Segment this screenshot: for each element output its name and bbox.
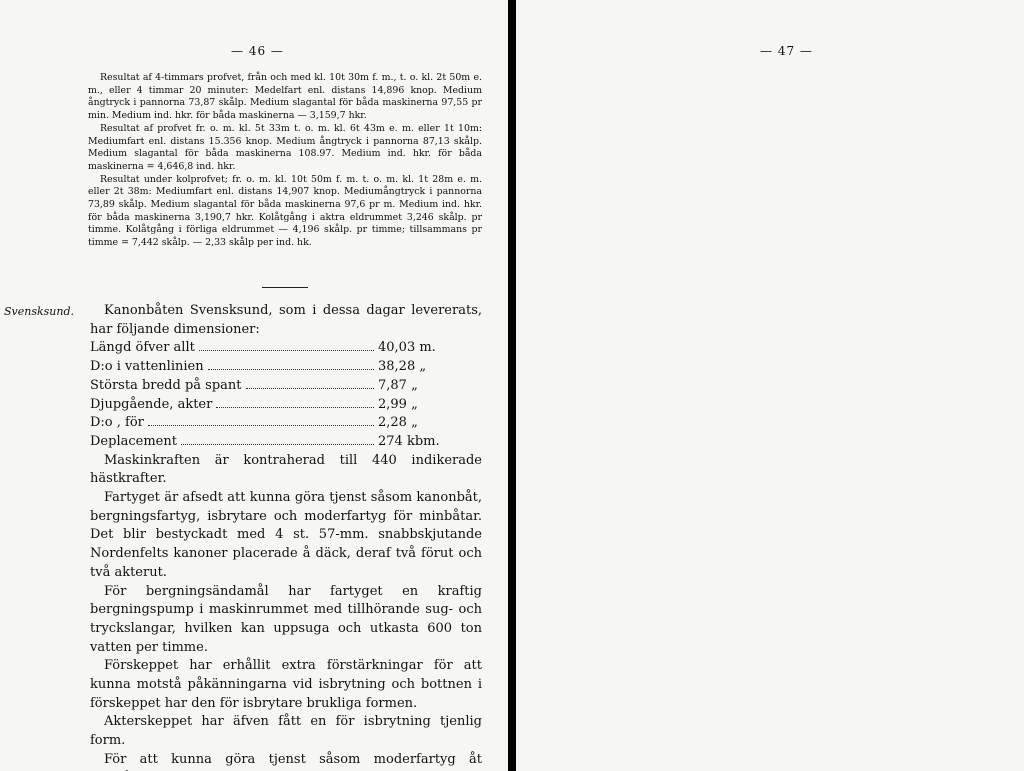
intro-paragraph: Kanonbåten Svensksund, som i dessa dagar levererats, har följande dimensioner: bbox=[90, 303, 482, 337]
dimension-label: Största bredd på spant bbox=[90, 377, 242, 393]
section-divider bbox=[262, 287, 308, 288]
leader-dots bbox=[208, 369, 374, 370]
body-paragraph: Akterskeppet har äfven fått en för isbrytning tjenlig form. bbox=[90, 714, 482, 749]
leader-dots bbox=[181, 444, 374, 445]
small-print-paragraph: Resultat af 4-timmars profvet, från och med kl. 10t 30m f. m., t. o. kl. 2t 50m e. m., eller 4 timmar 20 minuter: Medelfart enl. distans 14,896 knop. Medium ångtryck i pannorna 73,87 skålp. Medium slagantal för båda maskinerna 97,55 pr min. Medium ind. hkr. för båda maskinerna — 3,159,7 hkr. bbox=[88, 72, 482, 122]
margin-note: Svensksund. bbox=[4, 305, 75, 318]
dimension-label: Längd öfver allt bbox=[90, 340, 195, 356]
page-number: — 46 — bbox=[231, 44, 284, 58]
dimension-label: D:o i vattenlinien bbox=[90, 359, 204, 375]
body-paragraph: Förskeppet har erhållit extra förstärkningar för att kunna motstå påkänningarna vid isbrytning och bottnen i förskeppet har den för isbrytare brukliga formen. bbox=[90, 658, 482, 711]
dimension-value: 274 kbm. bbox=[378, 433, 440, 449]
body-paragraph: Maskinkraften är kontraherad till 440 indikerade hästkrafter. bbox=[90, 452, 482, 487]
body-paragraph: Fartyget är afsedt att kunna göra tjenst såsom kanonbåt, bergningsfartyg, isbrytare och moderfartyg för minbåtar. Det blir bestyckadt med 4 st. 57-mm. snabbskjutande Nordenfelts kanoner placerade å däck, deraf två förut och två akterut. bbox=[90, 490, 482, 580]
leader-dots bbox=[246, 388, 375, 389]
small-print-paragraph: Resultat under kolprofvet; fr. o. m. kl. 10t 50m f. m. t. o. m. kl. 1t 28m e. m. eller 2t 38m: Mediumfart enl. distans 14,907 knop. Mediumångtryck i pannorna 73,89 skålp. Medium slagantal för båda maskinerna 97,6 pr m. Medium ind. hkr. för båda maskinerna 3,190,7 hkr. Kolåtgång i aktra eldrummet 3,246 skålp. pr timme. Kolåtgång i förliga eldrummet — 4,196 skålp. pr timme; tillsammans pr timme = 7,442 skålp. — 2,33 skålp per ind. hk. bbox=[88, 173, 482, 249]
small-print-paragraph: Resultat af profvet fr. o. m. kl. 5t 33m t. o. m. kl. 6t 43m e. m. eller 1t 10m: Mediumfart enl. distans 15.356 knop. Medium ångtryck i pannorna 87,13 skålp. Medium slagantal för båda maskinerna 108.97. Medium ind. hkr. för båda maskinerna = 4,646,8 ind. hkr. bbox=[88, 122, 482, 172]
right-page bbox=[516, 0, 1024, 771]
dimension-row bbox=[90, 377, 482, 396]
dimension-row bbox=[90, 433, 482, 452]
dimension-row bbox=[90, 358, 482, 377]
dimension-value: 2,99 „ bbox=[378, 396, 418, 412]
dimension-row bbox=[90, 396, 482, 415]
main-text bbox=[90, 302, 482, 771]
dimension-row bbox=[90, 339, 482, 358]
dimensions-list bbox=[90, 339, 482, 451]
book-gutter bbox=[514, 0, 516, 771]
dimension-row bbox=[90, 414, 482, 433]
trial-results-small-print bbox=[88, 72, 482, 250]
dimension-value: 38,28 „ bbox=[378, 359, 427, 375]
leader-dots bbox=[199, 350, 374, 351]
dimension-value: 40,03 m. bbox=[378, 340, 436, 356]
page-number: — 47 — bbox=[760, 44, 813, 58]
dimension-value: 2,28 „ bbox=[378, 415, 418, 431]
dimension-label: Djupgående, akter bbox=[90, 396, 213, 412]
leader-dots bbox=[148, 425, 374, 426]
leader-dots bbox=[216, 407, 374, 408]
dimension-label: Deplacement bbox=[90, 433, 177, 449]
left-page bbox=[0, 0, 508, 771]
body-paragraph: För att kunna göra tjenst såsom moderfartyg åt bbox=[104, 751, 482, 767]
dimension-label: D:o , för bbox=[90, 415, 144, 431]
body-paragraph: För bergningsändamål har fartyget en kraftig bergningspump i maskinrummet med tillhörande sug- och tryckslangar, hvilken kan uppsuga och utkasta 600 ton vatten per timme. bbox=[90, 583, 482, 655]
dimension-value: 7,87 „ bbox=[378, 377, 418, 393]
